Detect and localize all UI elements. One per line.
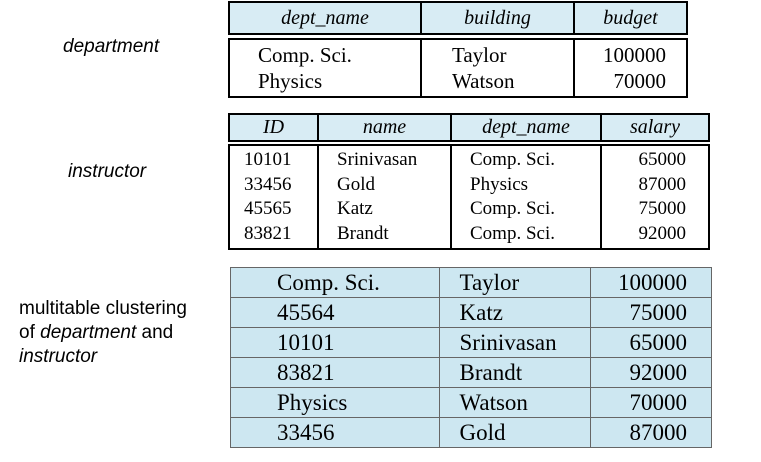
instructor-header-salary: salary [600, 115, 708, 140]
table-cell: 70000 [591, 388, 712, 418]
table-cell: Watson [452, 69, 515, 93]
table-cell: 83821 [244, 222, 292, 244]
table-cell: 45565 [244, 198, 292, 219]
table-cell: Comp. Sci. [258, 43, 352, 67]
department-body [228, 38, 688, 98]
table-cell: 75000 [638, 198, 686, 219]
instructor-col-id [230, 146, 317, 248]
table-cell: 100000 [591, 268, 712, 298]
table-cell: Comp. Sci. [470, 198, 555, 219]
table-cell: Comp. Sci. [470, 149, 555, 170]
table-cell: 10101 [231, 328, 440, 358]
department-header-budget: budget [573, 3, 686, 33]
table-cell: Katz [439, 298, 591, 328]
table-cell: Srinivasan [337, 149, 418, 170]
table-cell: 45564 [231, 298, 440, 328]
table-cell: Physics [258, 69, 323, 93]
instructor-body [228, 144, 710, 250]
table-cell: 65000 [638, 149, 686, 170]
department-col-building [420, 40, 573, 96]
instructor-header [228, 113, 710, 142]
multitable-clustering-label: multitable clustering of department and instructor [19, 298, 187, 367]
table-cell: Gold [439, 418, 591, 448]
table-cell: Brandt [337, 222, 389, 244]
table-cell: 75000 [591, 298, 712, 328]
table-cell: 87000 [591, 418, 712, 448]
department-header-dept-name: dept_name [281, 6, 369, 29]
table-cell: Taylor [439, 268, 591, 298]
table-cell: 65000 [591, 328, 712, 358]
instructor-header-id: ID [262, 116, 285, 138]
table-cell: Watson [439, 388, 591, 418]
department-col-budget [573, 40, 686, 96]
table-row [231, 418, 712, 448]
department-col-dept-name [230, 40, 420, 96]
table-cell: Physics [470, 173, 529, 195]
table-row [231, 298, 712, 328]
instructor-col-dept-name [450, 146, 600, 248]
table-row [231, 358, 712, 388]
table-cell: 33456 [244, 173, 292, 195]
table-row [231, 388, 712, 418]
table-cell: Comp. Sci. [231, 268, 440, 298]
cluster-table [230, 267, 712, 448]
instructor-header-dept-name: dept_name [450, 115, 600, 140]
instructor-label: instructor [68, 161, 147, 182]
department-header [228, 1, 688, 35]
table-cell: 92000 [638, 222, 686, 244]
table-cell: 92000 [591, 358, 712, 388]
instructor-col-name [317, 146, 450, 248]
table-cell: 83821 [231, 358, 440, 388]
table-row [231, 328, 712, 358]
table-cell: 33456 [231, 418, 440, 448]
table-cell: Katz [337, 198, 373, 219]
table-cell: 10101 [244, 149, 292, 170]
table-cell: Gold [337, 173, 375, 195]
table-cell: 87000 [638, 173, 686, 195]
table-cell: Taylor [452, 43, 507, 67]
table-cell: Srinivasan [439, 328, 591, 358]
instructor-header-name: name [317, 115, 450, 140]
table-cell: 100000 [603, 43, 666, 67]
table-cell: Physics [231, 388, 440, 418]
instructor-col-salary [600, 146, 708, 248]
table-row [231, 268, 712, 298]
department-header-building: building [420, 3, 573, 33]
table-cell: 70000 [613, 69, 666, 93]
cluster-table-body [231, 268, 712, 448]
table-cell: Brandt [439, 358, 591, 388]
department-label: department [63, 36, 160, 57]
table-cell: Comp. Sci. [470, 222, 555, 244]
